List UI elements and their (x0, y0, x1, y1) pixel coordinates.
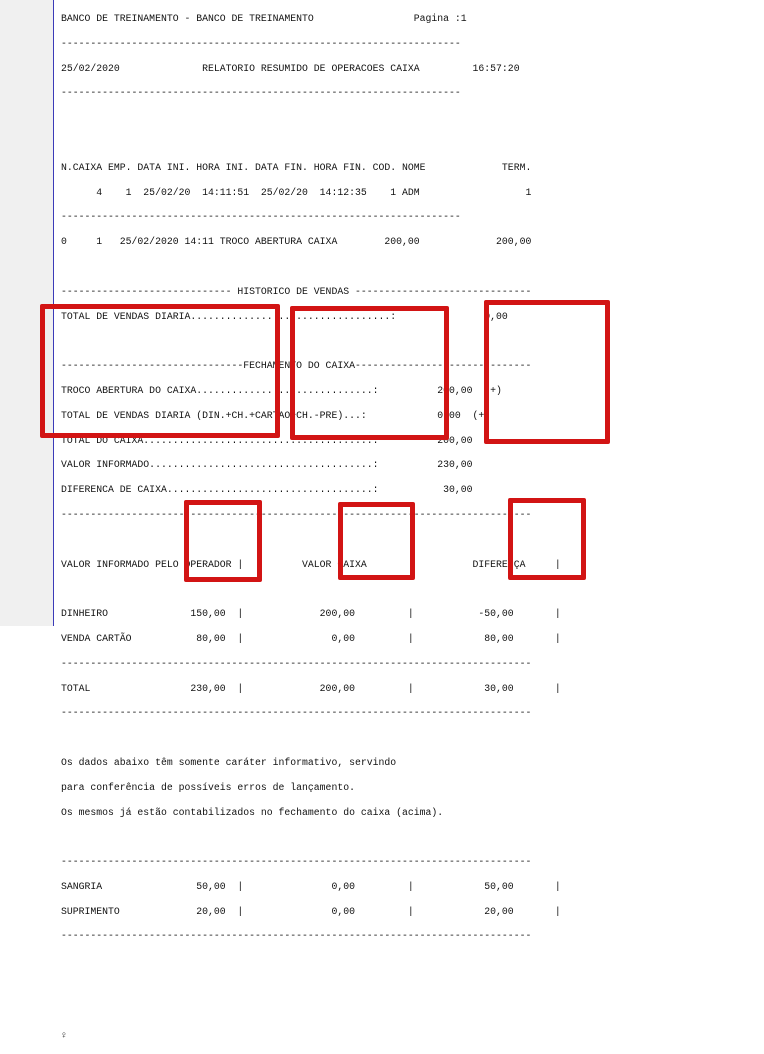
report-line: DIFERENCA DE CAIXA...................................: 30,00 (61, 484, 473, 496)
report-line: VALOR INFORMADO PELO OPERADOR | VALOR CAIXA | DIFERENÇA | (61, 558, 561, 570)
report-line: ♀ (61, 1029, 67, 1041)
report-line: SANGRIA 50,00 | 0,00 | 50,00 | (61, 880, 561, 892)
report-line: 25/02/2020 RELATORIO RESUMIDO DE OPERACOES CAIXA 16:57:20 (61, 62, 520, 74)
report-line: ----------------------------- HISTORICO DE VENDAS ------------------------------ (61, 285, 532, 297)
highlight-box-sangria-diferenca (508, 498, 586, 580)
report-line: -------------------------------------------------------------------- (61, 37, 461, 49)
report-line (61, 955, 561, 967)
highlight-box-sangria-caixa (338, 502, 415, 580)
report-line: BANCO DE TREINAMENTO - BANCO DE TREINAMENTO Pagina :1 (61, 13, 467, 24)
report-line (61, 534, 561, 546)
report-line: TROCO ABERTURA DO CAIXA..............................: 200,00 (+) (61, 384, 502, 396)
highlight-box-sangria-operador (184, 500, 262, 582)
report-line (61, 732, 561, 744)
report-line: -------------------------------------------------------------------- (61, 211, 461, 223)
report-line: 4 1 25/02/20 14:11:51 25/02/20 14:12:35 1 ADM 1 (61, 186, 532, 198)
report-line: TOTAL DE VENDAS DIARIA..................................: 0,00 (61, 310, 508, 322)
highlight-box-operador (40, 304, 280, 438)
report-line: TOTAL DO CAIXA.......................................: 200,00 (61, 434, 473, 446)
report-line: TOTAL 230,00 | 200,00 | 30,00 | (61, 682, 561, 694)
report-line: SUPRIMENTO 20,00 | 0,00 | 20,00 | (61, 905, 561, 917)
report-line: VALOR INFORMADO......................................: 230,00 (61, 459, 473, 471)
highlight-box-diferenca (484, 300, 610, 444)
report-line: -------------------------------------------------------------------------------- (61, 707, 532, 719)
report-line (61, 137, 561, 149)
report-line (61, 980, 561, 992)
report-line: Os mesmos já estão contabilizados no fechamento do caixa (acima). (61, 806, 444, 818)
report-line: -------------------------------------------------------------------------------- (61, 657, 532, 669)
report-line: -------------------------------------------------------------------- (61, 87, 461, 99)
report-line: 0 1 25/02/2020 14:11 TROCO ABERTURA CAIXA 200,00 200,00 (61, 236, 532, 248)
report-line: VENDA CARTÃO 80,00 | 0,00 | 80,00 | (61, 632, 561, 644)
report-line (61, 112, 561, 124)
report-line: TOTAL DE VENDAS DIARIA (DIN.+CH.+CARTAO+CH.-PRE)...: 0,00 (+) (61, 409, 491, 421)
report-line: -------------------------------FECHAMENTO DO CAIXA------------------------------ (61, 360, 532, 372)
report-line: -------------------------------------------------------------------------------- (61, 930, 532, 942)
report-line: DINHEIRO 150,00 | 200,00 | -50,00 | (61, 608, 561, 620)
report-line: N.CAIXA EMP. DATA INI. HORA INI. DATA FIN. HORA FIN. COD. NOME TERM. (61, 161, 532, 173)
report-line: Os dados abaixo têm somente caráter informativo, servindo (61, 756, 397, 768)
report-line: para conferência de possíveis erros de lançamento. (61, 781, 355, 793)
report-line (61, 261, 561, 273)
report-line (61, 1005, 561, 1017)
report-line: -------------------------------------------------------------------------------- (61, 856, 532, 868)
report-line (61, 831, 561, 843)
highlight-box-valor-caixa (290, 306, 449, 440)
report-line: -------------------------------------------------------------------------------- (61, 508, 532, 520)
report-text (61, 13, 561, 1054)
report-line (61, 583, 561, 595)
